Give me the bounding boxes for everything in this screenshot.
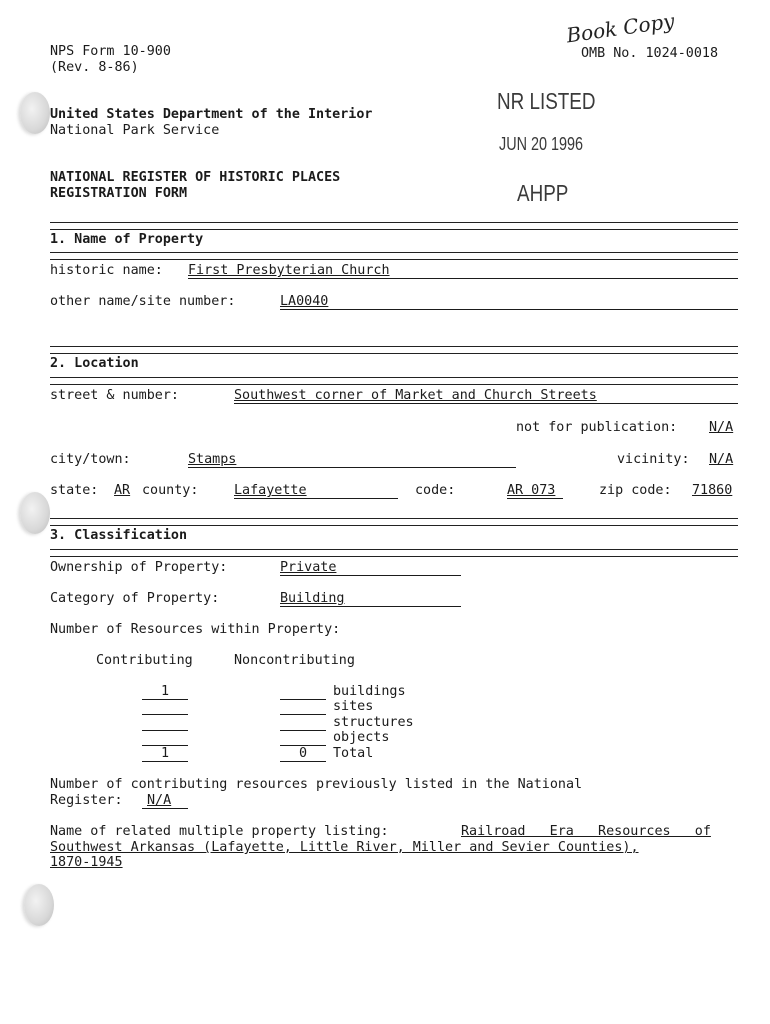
form-title-line1: NATIONAL REGISTER OF HISTORIC PLACES — [50, 170, 341, 185]
agency-name: United States Department of the Interior — [50, 107, 373, 122]
publication-value: N/A — [709, 420, 734, 435]
multiple-listing-label: Name of related multiple property listing: — [50, 824, 389, 839]
category-value: Building — [280, 591, 345, 606]
multiple-listing-line1: Railroad Era Resources of — [461, 824, 711, 839]
multiple-listing-line3: 1870-1945 — [50, 855, 123, 870]
state-label: state: — [50, 483, 99, 498]
code-value: AR 073 — [507, 483, 556, 498]
city-value: Stamps — [188, 452, 237, 467]
city-line — [188, 467, 516, 468]
punch-hole-middle — [20, 492, 50, 534]
county-value: Lafayette — [234, 483, 307, 498]
multiple-listing-line2: Southwest Arkansas (Lafayette, Little River, Miller and Sevier Counties), — [50, 840, 639, 855]
other-name-label: other name/site number: — [50, 294, 236, 309]
category-label: Category of Property: — [50, 591, 220, 606]
resources-label: Number of Resources within Property: — [50, 622, 341, 637]
resource-type-label: structures — [333, 715, 414, 730]
street-value: Southwest corner of Market and Church Streets — [234, 388, 597, 403]
state-value: AR — [114, 483, 131, 498]
section3-heading: 3. Classification — [50, 528, 188, 543]
omb-number: OMB No. 1024-0018 — [581, 46, 719, 61]
noncontributing-blank — [280, 714, 326, 715]
code-line — [507, 498, 563, 499]
punch-hole-top — [20, 92, 50, 134]
contributing-header: Contributing — [96, 653, 193, 668]
other-name-line — [280, 309, 738, 310]
contributing-total: 1 — [160, 746, 170, 761]
noncontributing-header: Noncontributing — [234, 653, 355, 668]
resource-type-label: objects — [333, 730, 390, 745]
resource-type-label: Total — [333, 746, 374, 761]
section-divider — [50, 549, 738, 557]
vicinity-label: vicinity: — [617, 452, 690, 467]
historic-name-line — [188, 278, 738, 279]
city-label: city/town: — [50, 452, 131, 467]
previously-listed-value: N/A — [147, 793, 172, 808]
noncontributing-blank — [280, 699, 326, 700]
contributing-blank — [142, 730, 188, 731]
other-name-value: LA0040 — [280, 294, 329, 309]
ownership-value: Private — [280, 560, 337, 575]
section-divider — [50, 518, 738, 526]
section2-heading: 2. Location — [50, 356, 139, 371]
resource-type-label: buildings — [333, 684, 406, 699]
ahpp-stamp: AHPP — [517, 180, 569, 206]
section-divider — [50, 252, 738, 260]
historic-name-label: historic name: — [50, 263, 163, 278]
street-label: street & number: — [50, 388, 179, 403]
publication-label: not for publication: — [516, 420, 678, 435]
vicinity-value: N/A — [709, 452, 734, 467]
contributing-blank — [142, 714, 188, 715]
nr-listed-stamp: NR LISTED — [497, 88, 596, 114]
noncontributing-blank — [280, 761, 326, 762]
noncontributing-blank — [280, 730, 326, 731]
historic-name-value: First Presbyterian Church — [188, 263, 390, 278]
section-divider — [50, 222, 738, 230]
service-name: National Park Service — [50, 123, 220, 138]
contributing-blank — [142, 699, 188, 700]
code-label: code: — [415, 483, 456, 498]
zip-label: zip code: — [599, 483, 672, 498]
form-number: NPS Form 10-900 — [50, 44, 171, 59]
noncontributing-total: 0 — [298, 746, 308, 761]
contributing-count: 1 — [160, 684, 170, 699]
previously-listed-label-line1: Number of contributing resources previously listed in the National — [50, 777, 583, 792]
listing-date-stamp: JUN 20 1996 — [499, 134, 584, 154]
handwritten-note: Book Copy — [564, 8, 676, 48]
form-title-line2: REGISTRATION FORM — [50, 186, 188, 201]
ownership-line — [280, 575, 461, 576]
form-revision: (Rev. 8-86) — [50, 60, 139, 75]
previously-listed-label-line2: Register: — [50, 793, 123, 808]
zip-value: 71860 — [692, 483, 733, 498]
resource-type-label: sites — [333, 699, 374, 714]
section1-heading: 1. Name of Property — [50, 232, 204, 247]
county-label: county: — [142, 483, 199, 498]
previously-listed-line — [142, 808, 188, 809]
contributing-blank — [142, 761, 188, 762]
county-line — [234, 498, 398, 499]
section-divider — [50, 346, 738, 354]
ownership-label: Ownership of Property: — [50, 560, 228, 575]
section-divider — [50, 377, 738, 385]
punch-hole-bottom — [24, 884, 54, 926]
street-line — [234, 403, 738, 404]
category-line — [280, 606, 461, 607]
